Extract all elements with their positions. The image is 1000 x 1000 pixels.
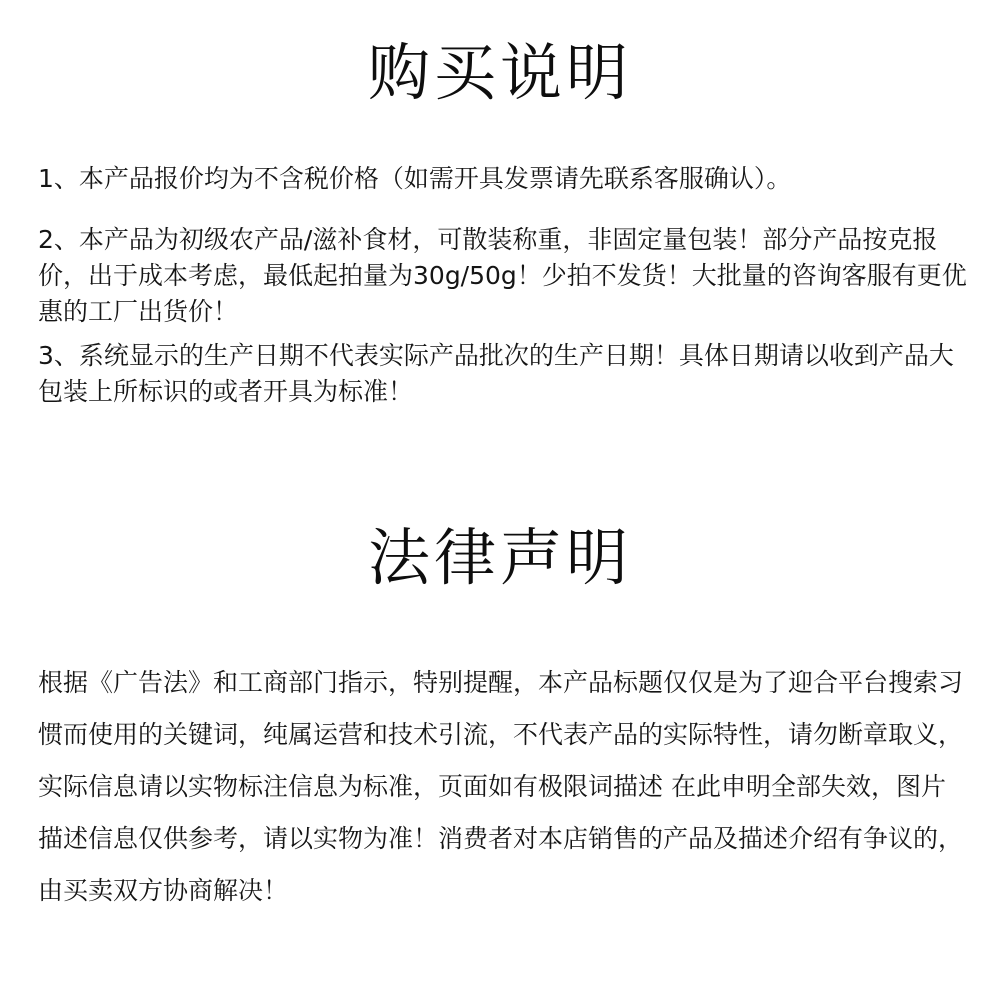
purchase-item-2: 2、本产品为初级农产品/滋补食材，可散装称重，非固定量包装！部分产品按克报价，出于成本考虑，最低起拍量为30g/50g！少拍不发货！大批量的咨询客服有更优惠的工厂出货价！ — [38, 225, 967, 326]
legal-heading — [366, 521, 634, 594]
legal-text: 根据《广告法》和工商部门指示，特别提醒，本产品标题仅仅是为了迎合平台搜索习惯而使用的关键词，纯属运营和技术引流，不代表产品的实际特性，请勿断章取义，实际信息请以实物标注信息为标准，页面如有极限词描述 在此申明全部失效，图片描述信息仅供参考，请以实物为准！消费者对本店销售的产品及描述介绍有争议的，由买卖双方协商解决！ — [38, 668, 964, 905]
purchase-heading-text: 购买说明 — [367, 36, 632, 109]
purchase-heading-wrap — [0, 36, 1000, 109]
purchase-item-3: 3、系统显示的生产日期不代表实际产品批次的生产日期！具体日期请以收到产品大包装上所标识的或者开具为标准！ — [38, 341, 954, 406]
purchase-item-1: 1、本产品报价均为不含税价格（如需开具发票请先联系客服确认）。 — [38, 164, 792, 193]
purchase-heading — [366, 36, 634, 109]
legal-heading-text: 法律声明 — [367, 521, 632, 594]
legal-heading-wrap — [0, 521, 1000, 594]
